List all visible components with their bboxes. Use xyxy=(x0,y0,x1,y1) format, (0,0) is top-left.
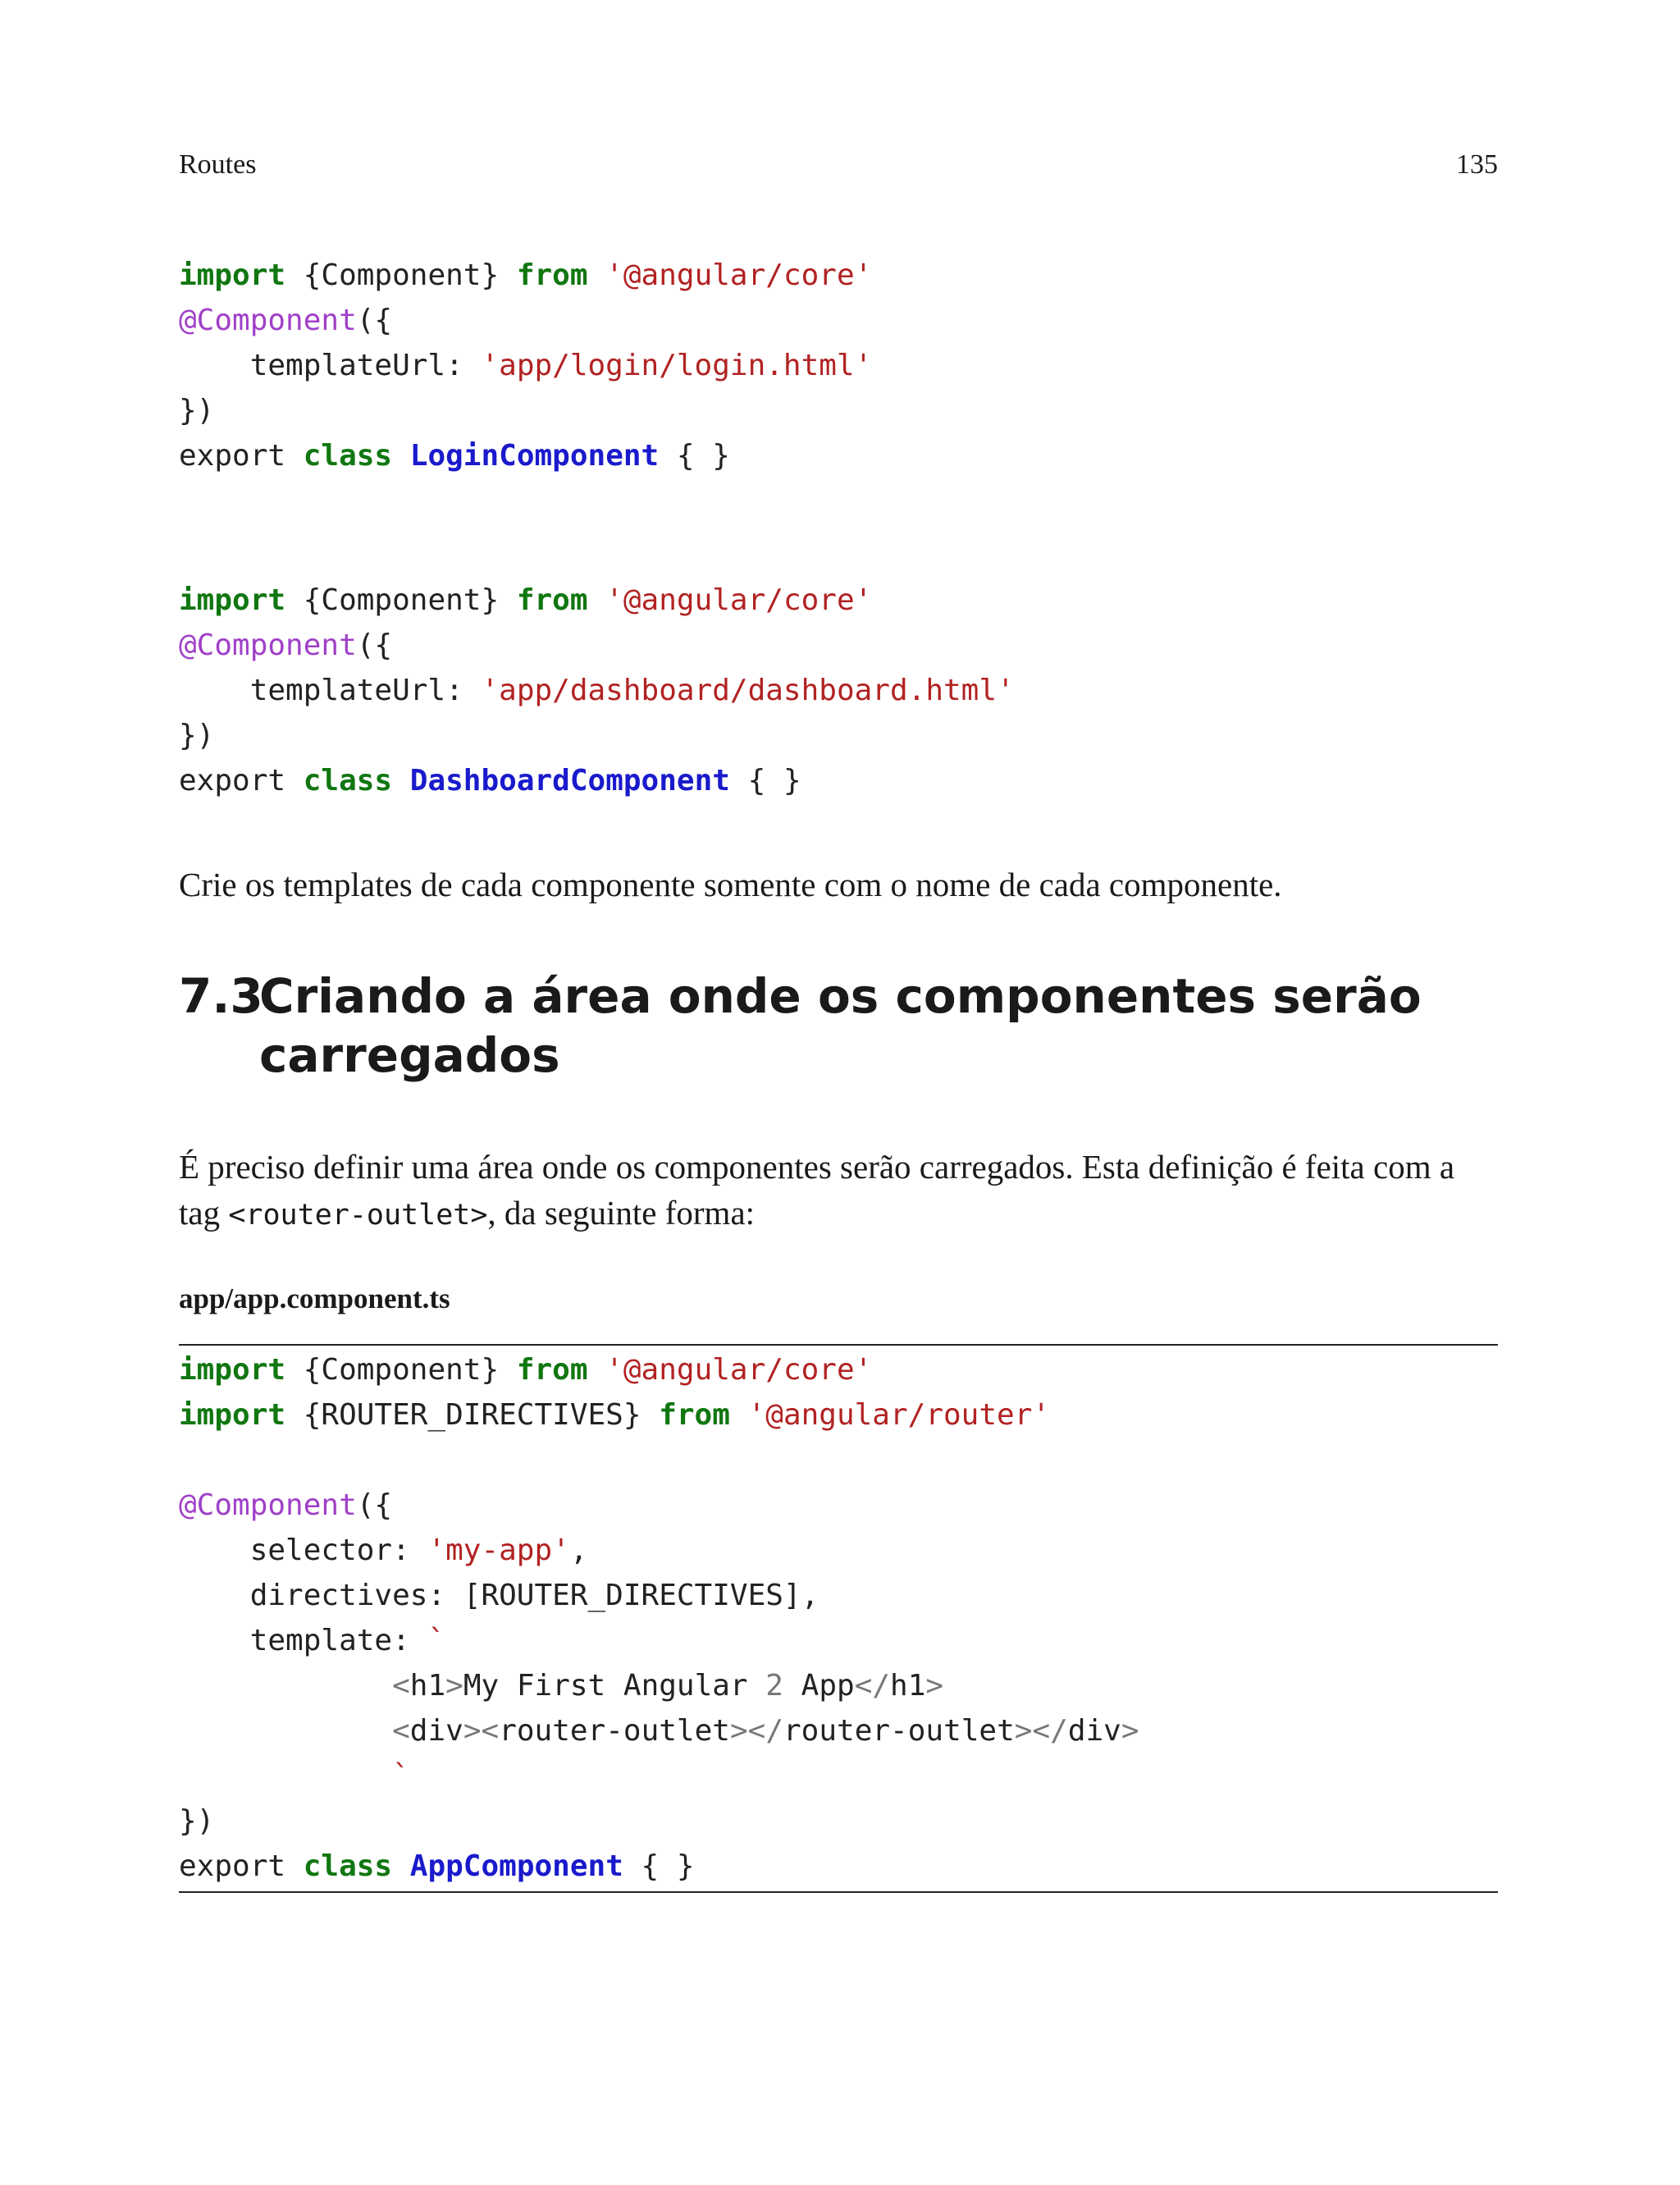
code-token: @Component xyxy=(179,304,357,337)
code-token: directives: [ROUTER_DIRECTIVES], xyxy=(179,1579,819,1612)
code-token: </ xyxy=(854,1669,891,1703)
code-token: > xyxy=(463,1714,482,1748)
listing-bottom-rule xyxy=(179,1891,1498,1893)
code-line xyxy=(179,1799,1498,1844)
code-token: My First Angular xyxy=(463,1669,766,1703)
code-token: < xyxy=(481,1714,500,1748)
code-token: class xyxy=(303,1849,393,1883)
code-token xyxy=(179,1714,392,1748)
code-line xyxy=(179,1392,1498,1438)
code-token: 'app/dashboard/dashboard.html' xyxy=(481,674,1015,707)
code-token: template: xyxy=(179,1624,428,1657)
code-token: h1 xyxy=(890,1669,926,1703)
code-token: }) xyxy=(179,719,215,752)
code-token xyxy=(588,583,606,617)
section-title: Criando a área onde os componentes serão carregados xyxy=(259,968,1422,1083)
code-token: class xyxy=(303,764,393,798)
code-token: export xyxy=(179,1849,304,1883)
code-token: {Component} xyxy=(285,258,517,292)
page-number: 135 xyxy=(1456,149,1498,180)
code-token: templateUrl: xyxy=(179,674,482,707)
code-line xyxy=(179,1438,1498,1483)
paragraph-text: , da seguinte forma: xyxy=(487,1194,756,1232)
section-heading xyxy=(179,967,1459,1085)
code-token: DashboardComponent xyxy=(409,764,730,798)
code-token xyxy=(588,258,606,292)
code-line xyxy=(179,668,1498,713)
body-paragraph: Crie os templates de cada componente somente com o nome de cada componente. xyxy=(179,866,1282,903)
code-token: ` xyxy=(392,1759,410,1793)
code-block-login-component xyxy=(179,253,1498,478)
code-line xyxy=(179,758,1498,803)
code-line xyxy=(179,298,1498,343)
code-token: import xyxy=(179,1398,286,1432)
body-paragraph-router-outlet xyxy=(179,1144,1500,1238)
code-token: div xyxy=(1067,1714,1121,1748)
code-token: templateUrl: xyxy=(179,349,482,382)
code-token: App xyxy=(783,1669,855,1703)
code-line xyxy=(179,1528,1498,1573)
code-token: ` xyxy=(427,1624,446,1657)
code-token xyxy=(392,439,410,473)
code-line xyxy=(179,623,1498,668)
code-token: > xyxy=(729,1714,748,1748)
code-token: > xyxy=(925,1669,944,1703)
code-line xyxy=(179,1573,1498,1618)
code-token: {Component} xyxy=(285,1353,517,1387)
code-line xyxy=(179,1753,1498,1799)
section-number: 7.3 xyxy=(179,968,263,1024)
code-line xyxy=(179,253,1498,298)
code-block-dashboard-component xyxy=(179,578,1498,803)
listing-caption: app/app.component.ts xyxy=(179,1282,450,1314)
code-token: > xyxy=(1014,1714,1033,1748)
code-token: export xyxy=(179,439,304,473)
code-token: from xyxy=(516,258,588,292)
code-token xyxy=(179,1759,392,1793)
code-token xyxy=(392,1849,410,1883)
code-token: { } xyxy=(623,1849,695,1883)
paragraph-text: É preciso definir uma área onde os componentes serão carregados. Esta definição é feita com a tag xyxy=(179,1148,1455,1232)
code-token: }) xyxy=(179,1804,215,1838)
code-token: '@angular/core' xyxy=(605,583,873,617)
code-token: '@angular/core' xyxy=(605,258,873,292)
code-token xyxy=(730,1398,748,1432)
code-token: class xyxy=(303,439,393,473)
code-line xyxy=(179,1663,1498,1708)
running-head-section: Routes xyxy=(179,149,257,180)
code-token: selector: xyxy=(179,1534,428,1567)
code-token: > xyxy=(445,1669,463,1703)
code-token: }) xyxy=(179,394,215,427)
code-token: ({ xyxy=(356,629,393,662)
code-token: < xyxy=(392,1669,410,1703)
code-token: < xyxy=(392,1714,410,1748)
code-token: import xyxy=(179,1353,286,1387)
code-line xyxy=(179,1618,1498,1663)
code-line xyxy=(179,1347,1498,1392)
code-token: {ROUTER_DIRECTIVES} xyxy=(285,1398,660,1432)
code-token: import xyxy=(179,258,286,292)
code-token: export xyxy=(179,764,304,798)
code-line xyxy=(179,578,1498,623)
code-token: @Component xyxy=(179,1488,357,1522)
code-token: div xyxy=(409,1714,463,1748)
code-token: from xyxy=(516,583,588,617)
code-token: </ xyxy=(1032,1714,1068,1748)
code-token: > xyxy=(1121,1714,1139,1748)
code-line xyxy=(179,1844,1498,1889)
code-token: { } xyxy=(729,764,801,798)
code-line xyxy=(179,433,1498,478)
code-token: import xyxy=(179,583,286,617)
code-token: 2 xyxy=(765,1669,783,1703)
code-block-app-component xyxy=(179,1347,1498,1889)
code-token: from xyxy=(659,1398,730,1432)
code-line xyxy=(179,343,1498,388)
code-token: '@angular/core' xyxy=(605,1353,873,1387)
code-token: @Component xyxy=(179,629,357,662)
code-token xyxy=(588,1353,606,1387)
code-token: ({ xyxy=(356,304,393,337)
code-line xyxy=(179,1708,1498,1753)
code-token: AppComponent xyxy=(409,1849,623,1883)
code-line xyxy=(179,388,1498,433)
code-token: , xyxy=(569,1534,588,1567)
code-token: 'my-app' xyxy=(427,1534,570,1567)
code-token: router-outlet xyxy=(499,1714,730,1748)
code-token: </ xyxy=(747,1714,783,1748)
code-token: router-outlet xyxy=(783,1714,1015,1748)
code-token: from xyxy=(516,1353,588,1387)
code-token xyxy=(179,1669,392,1703)
running-head xyxy=(179,144,1498,185)
code-line xyxy=(179,1483,1498,1528)
code-token: '@angular/router' xyxy=(747,1398,1051,1432)
code-token: h1 xyxy=(409,1669,446,1703)
code-token: LoginComponent xyxy=(409,439,660,473)
code-token xyxy=(392,764,410,798)
inline-code: <router-outlet> xyxy=(228,1199,488,1232)
listing-top-rule xyxy=(179,1344,1498,1346)
code-token: 'app/login/login.html' xyxy=(481,349,873,382)
code-line xyxy=(179,713,1498,758)
code-token: {Component} xyxy=(285,583,517,617)
code-token: { } xyxy=(659,439,730,473)
code-token: ({ xyxy=(356,1488,393,1522)
